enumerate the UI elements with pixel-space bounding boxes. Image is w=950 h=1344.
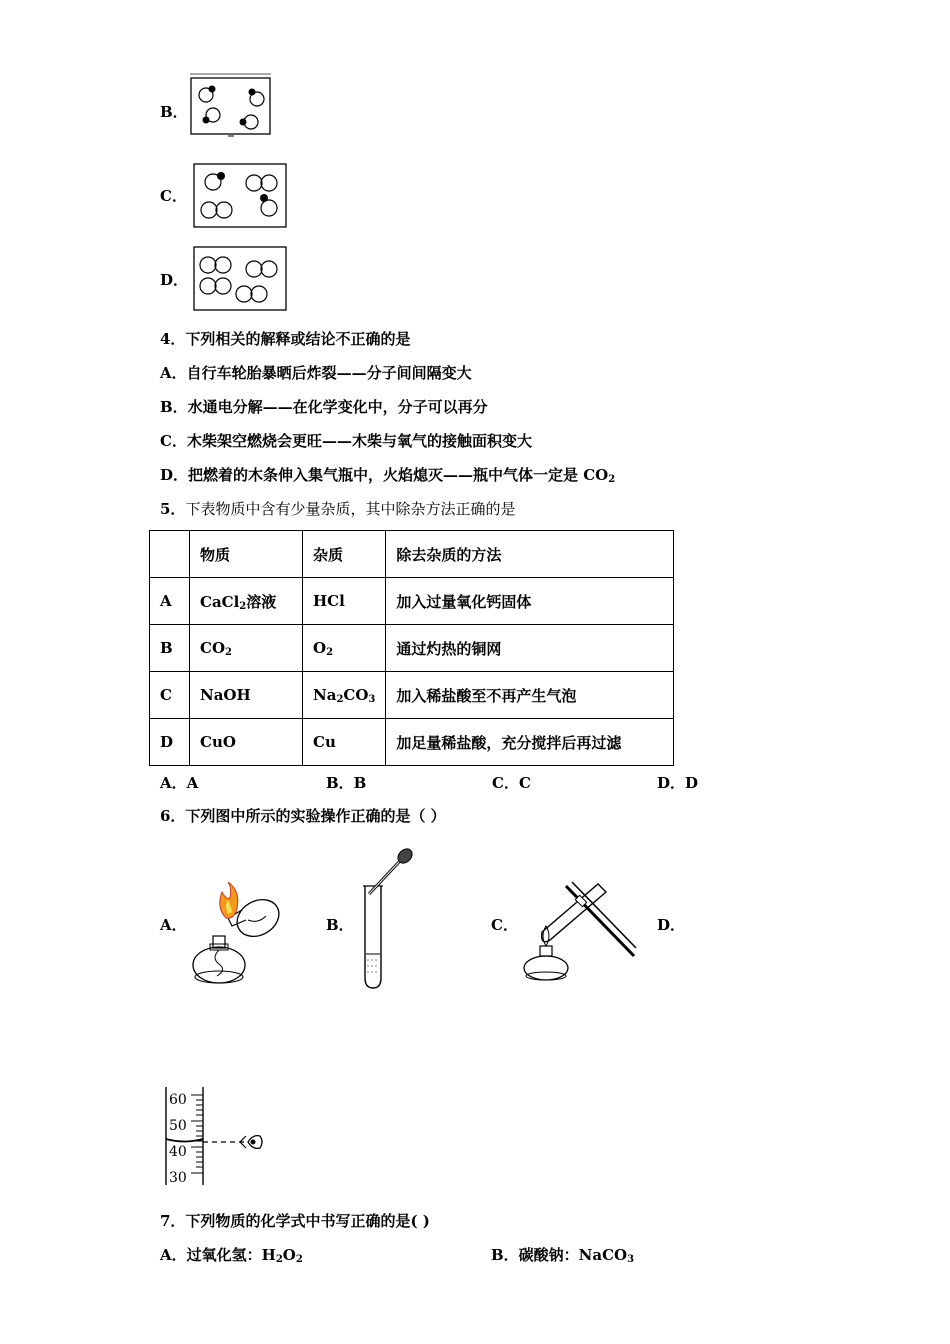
q6-stem: 6．下列图中所示的实验操作正确的是（ ）: [160, 807, 446, 825]
q4-option-a: A．自行车轮胎暴晒后炸裂——分子间间隔变大: [160, 364, 472, 382]
row-id: D: [150, 719, 190, 766]
table-header-cell: 除去杂质的方法: [386, 531, 674, 578]
substance-cell: $CO_2$: [190, 625, 303, 672]
table-header-cell: 物质: [190, 531, 303, 578]
q6-option-c-label: C．: [491, 916, 518, 934]
row-id: B: [150, 625, 190, 672]
q4-option-c: C．木柴架空燃烧会更旺——木柴与氧气的接触面积变大: [160, 432, 532, 450]
table-header-row: [150, 531, 674, 578]
substance-cell: CuO: [190, 719, 303, 766]
impurity-cell: Cu: [303, 719, 386, 766]
q7-option-b: B．碳酸钠：NaCO$_3$: [491, 1246, 635, 1265]
q6-option-b-label: B．: [326, 916, 354, 934]
cylinder-tick-50: 50: [169, 1118, 187, 1134]
q3-option-d-label: D．: [160, 271, 189, 289]
row-id: C: [150, 672, 190, 719]
graduated-cylinder-reading-icon: [160, 1085, 270, 1190]
table-row: [150, 578, 674, 625]
substance-cell: CaCl$_2$溶液: [190, 578, 303, 625]
table-header-cell: 杂质: [303, 531, 386, 578]
method-cell: 通过灼热的铜网: [386, 625, 674, 672]
q3-option-b-label: B．: [160, 103, 188, 121]
q3-option-d-figure: [192, 245, 288, 313]
q3-option-c-label: C．: [160, 187, 187, 205]
q3-option-c-figure: [192, 162, 288, 230]
q3-option-b-figure: [188, 72, 274, 140]
method-cell: 加入过量氧化钙固体: [386, 578, 674, 625]
cylinder-tick-30: 30: [169, 1170, 187, 1186]
table-row: [150, 625, 674, 672]
row-id: A: [150, 578, 190, 625]
q5-option-b: B．B: [326, 774, 367, 792]
heating-test-tube-icon: [518, 876, 640, 986]
method-cell: 加入稀盐酸至不再产生气泡: [386, 672, 674, 719]
q4-option-b: B．水通电分解——在化学变化中，分子可以再分: [160, 398, 488, 416]
q5-option-c: C．C: [492, 774, 531, 792]
test-tube-dropper-icon: [355, 846, 425, 992]
method-cell: 加足量稀盐酸，充分搅拌后再过滤: [386, 719, 674, 766]
q4-option-d: D．把燃着的木条伸入集气瓶中，火焰熄灭——瓶中气体一定是 $CO_2$: [160, 466, 616, 485]
table-row: [150, 719, 674, 766]
impurity-cell: $Na_2CO_3$: [303, 672, 386, 719]
q5-option-a: A．A: [160, 774, 199, 792]
q6-option-a-label: A．: [160, 916, 187, 934]
q5-stem: 5．下表物质中含有少量杂质，其中除杂方法正确的是: [160, 500, 516, 518]
q5-table: [149, 530, 674, 766]
q5-option-d: D．D: [657, 774, 699, 792]
substance-cell: NaOH: [190, 672, 303, 719]
q6-option-d-label: D．: [657, 916, 686, 934]
alcohol-lamp-lighting-icon: [186, 880, 290, 990]
cylinder-tick-60: 60: [169, 1092, 187, 1108]
q7-option-a: A．过氧化氢：$H_2O_2$: [160, 1246, 303, 1265]
impurity-cell: $O_2$: [303, 625, 386, 672]
impurity-cell: HCl: [303, 578, 386, 625]
cylinder-tick-40: 40: [169, 1144, 187, 1160]
q4-stem: 4．下列相关的解释或结论不正确的是: [160, 330, 411, 348]
q7-stem: 7．下列物质的化学式中书写正确的是( ): [160, 1212, 430, 1230]
table-header-cell: [150, 531, 190, 578]
table-row: [150, 672, 674, 719]
